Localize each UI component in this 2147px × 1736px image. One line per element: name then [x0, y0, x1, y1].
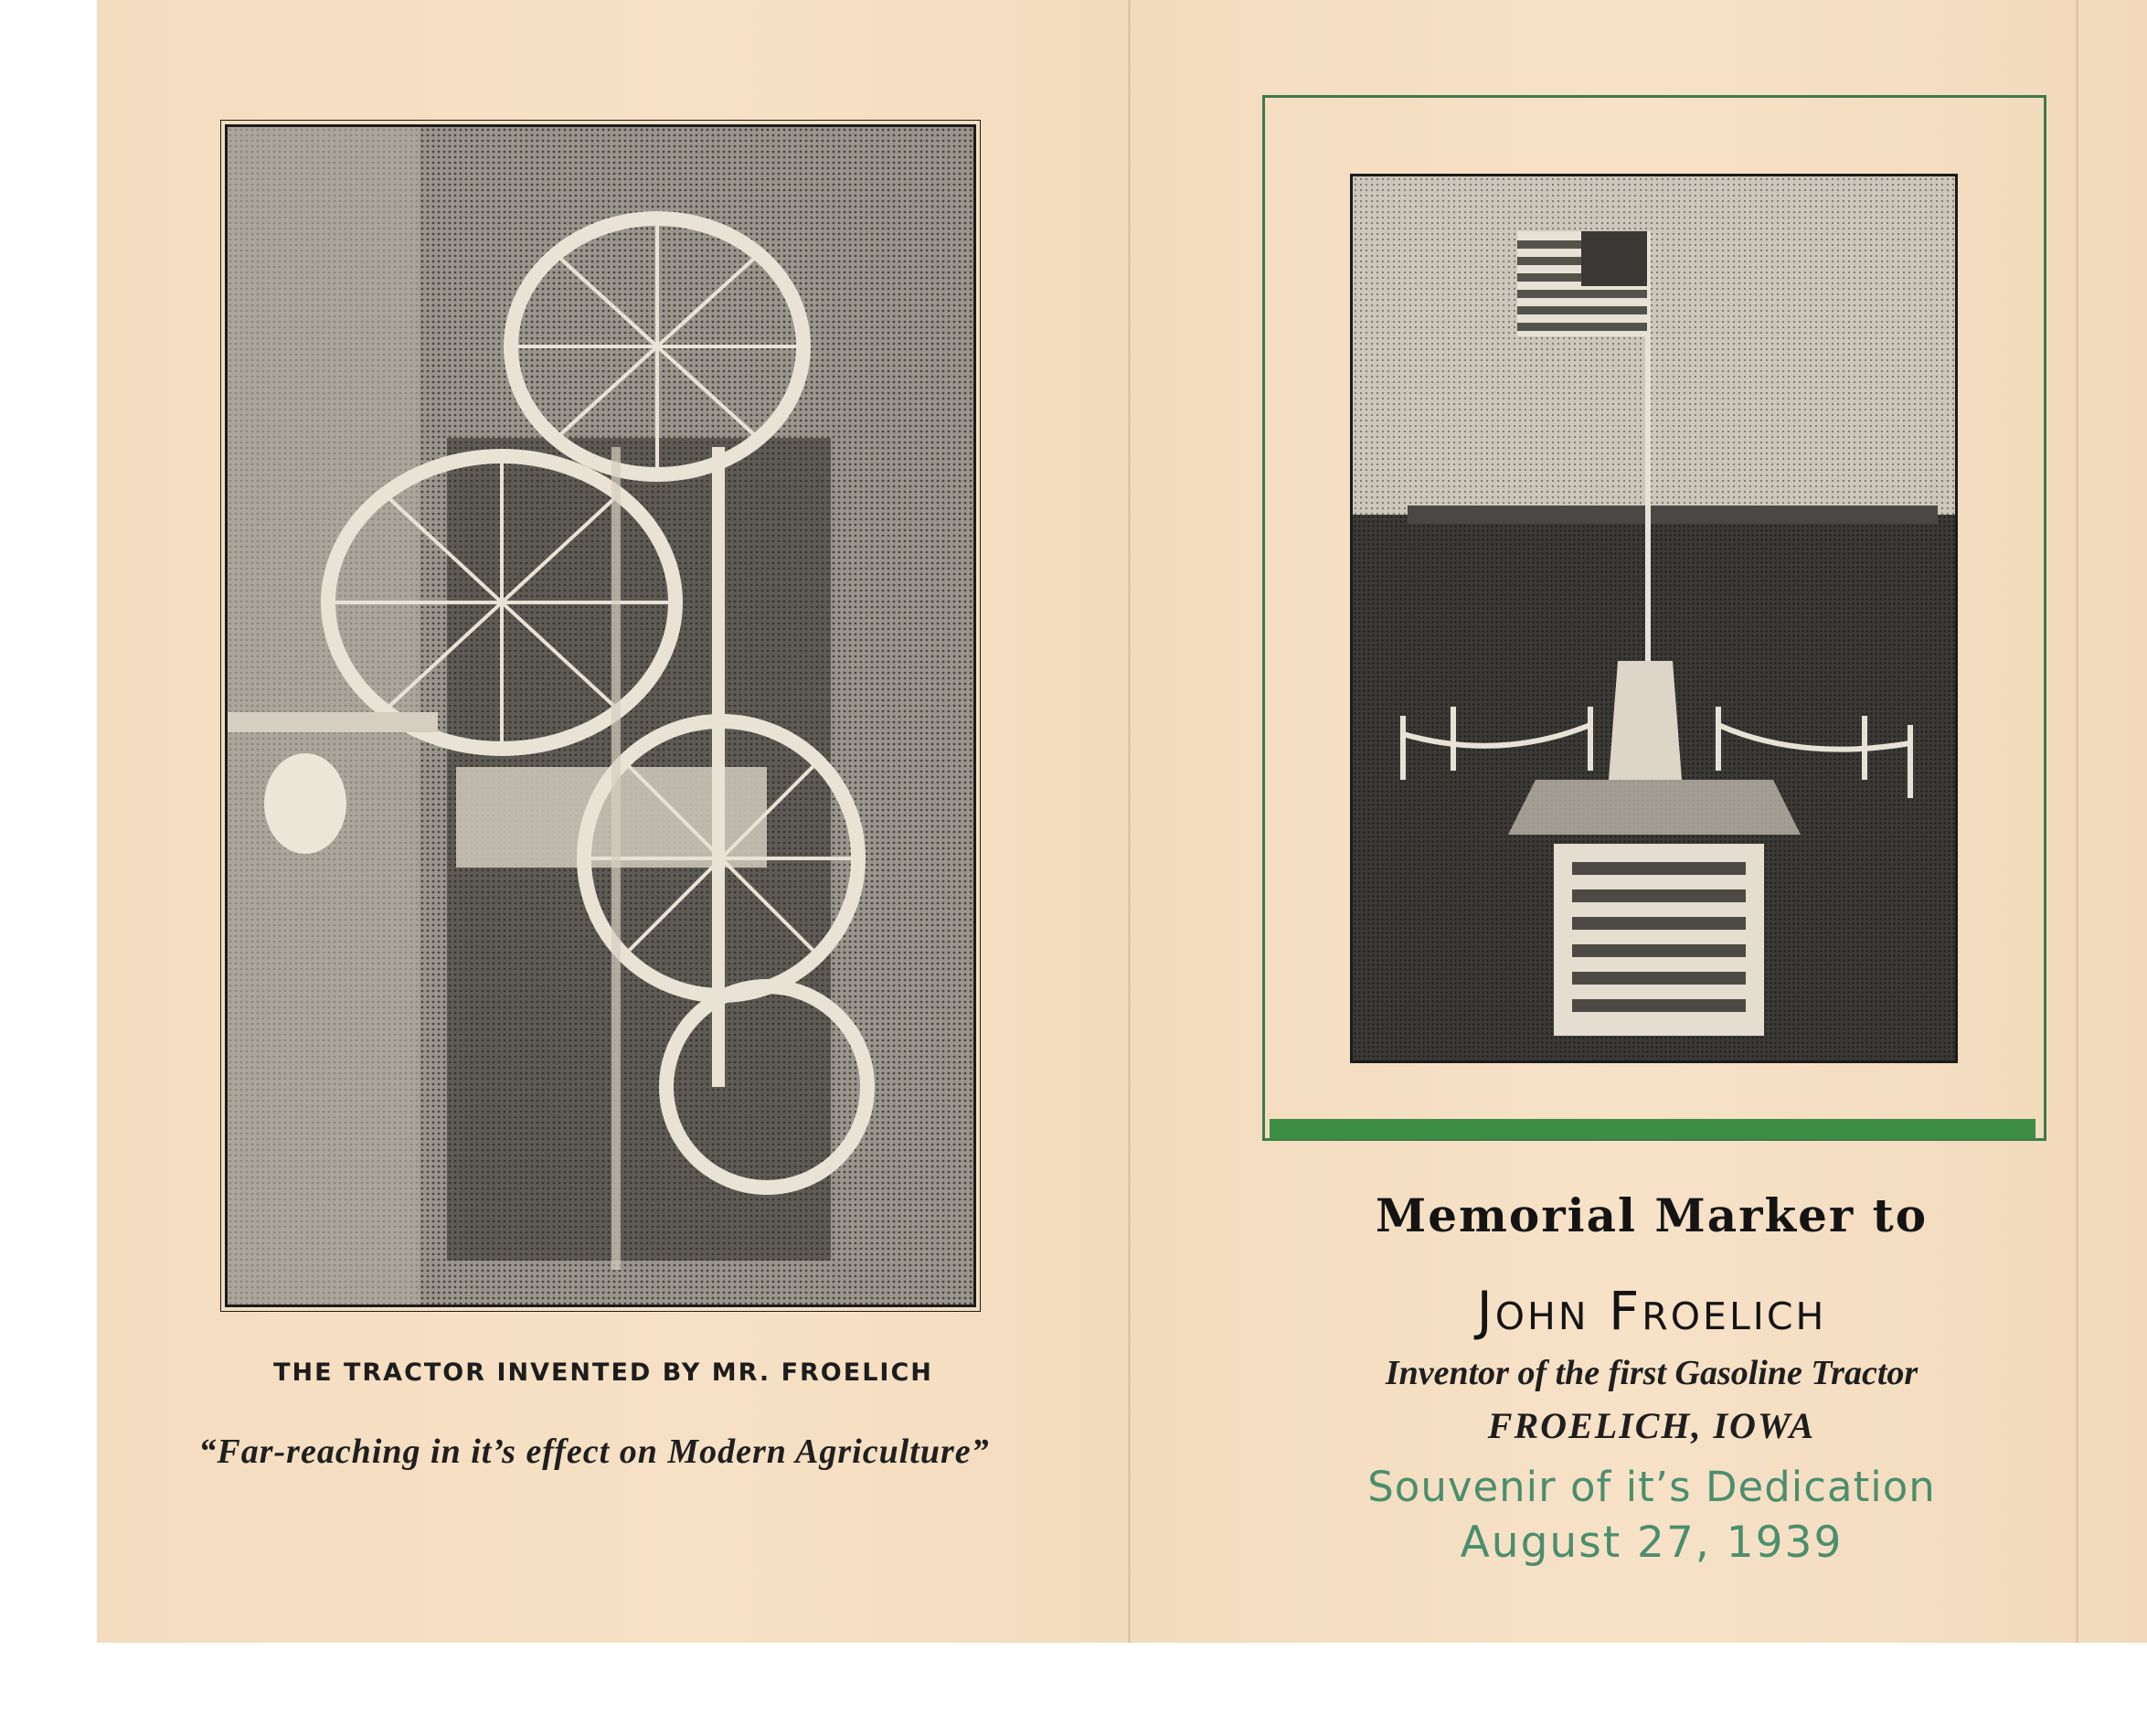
honoree-name: John Froelich: [1476, 1280, 1827, 1342]
flag-icon: [1517, 231, 1647, 336]
green-band: [1270, 1119, 2035, 1139]
fold-line: [2076, 0, 2078, 1643]
souvenir-line: Souvenir of it’s Dedication: [1367, 1463, 1936, 1511]
dedication-date: August 27, 1939: [1460, 1518, 1844, 1568]
fold-line: [1128, 0, 1131, 1643]
memorial-marker-photo: [1350, 174, 1958, 1063]
heading: Memorial Marker to: [1375, 1188, 1929, 1242]
quote: “Far-reaching in it’s effect on Modern Agriculture”: [198, 1432, 990, 1471]
tractor-photo: [225, 124, 976, 1307]
subtitle: Inventor of the first Gasoline Tractor: [1385, 1354, 1918, 1392]
photo-caption: THE TRACTOR INVENTED BY MR. FROELICH: [273, 1358, 933, 1387]
location: FROELICH, IOWA: [1487, 1405, 1816, 1446]
